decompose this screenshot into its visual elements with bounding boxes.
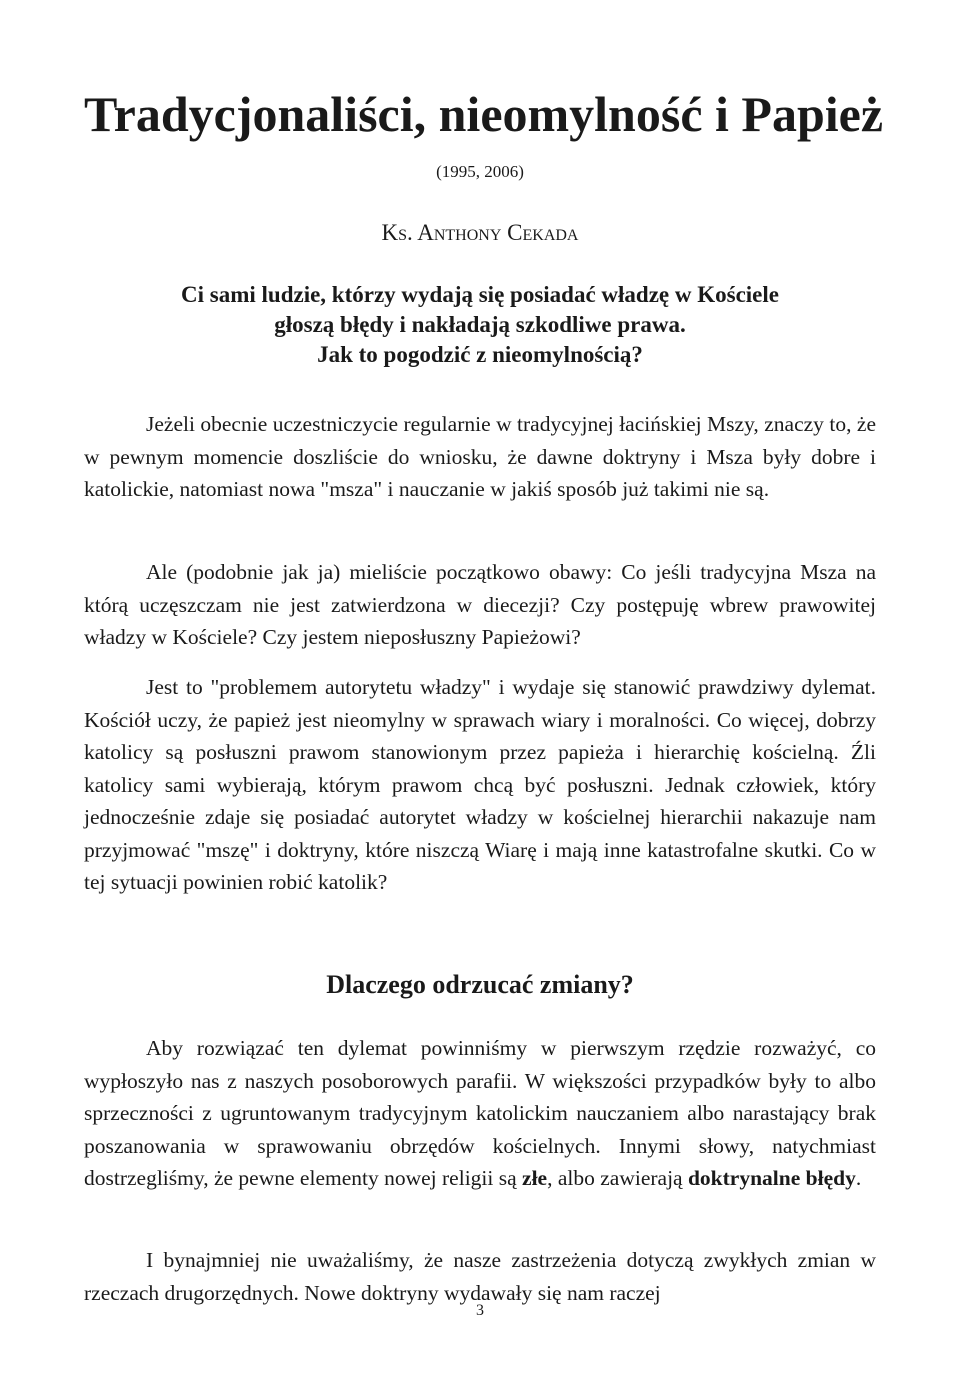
emphasis-text: doktrynalne błędy: [687, 1166, 856, 1190]
emphasis-text: złe: [522, 1166, 548, 1190]
paragraph-text: , albo zawierają: [547, 1166, 688, 1190]
body-paragraph: I bynajmniej nie uważaliśmy, że nasze zastrzeżenia dotyczą zwykłych zmian w rzeczach drugorzędnych. Nowe doktryny wydawały się nam raczej: [84, 1248, 876, 1305]
document-dates: (1995, 2006): [436, 162, 524, 181]
body-paragraph: Ale (podobnie jak ja) mieliście początkowo obawy: Co jeśli tradycyjna Msza na którą uczęszczam nie jest zatwierdzona w diecezji? Czy postępuję wbrew prawowitej władzy w Kościele? Czy jestem nieposłuszny Papieżowi?: [84, 560, 876, 649]
author-name: Ks. Anthony Cekada: [381, 220, 579, 245]
lead-line: Jak to pogodzić z nieomylnością?: [317, 342, 643, 367]
lead-line: Ci sami ludzie, którzy wydają się posiadać władzę w Kościele: [181, 282, 779, 307]
section-heading: Dlaczego odrzucać zmiany?: [326, 970, 634, 999]
document-title: Tradycjonaliści, nieomylność i Papież: [84, 86, 884, 142]
page-number: 3: [476, 1302, 484, 1319]
paragraph-text: Aby rozwiązać ten dylemat powinniśmy w pierwszym rzędzie rozważyć, co wypłoszyło nas z naszych posoborowych parafii. W większości przypadków były to albo sprzeczności z ugruntowanym tradycyjnym katolickim nauczaniem albo narastający brak poszanowania w sprawowaniu obrzędów kościelnych. Innymi słowy, natychmiast dostrzegliśmy, że pewne elementy nowej religii są: [84, 1036, 876, 1190]
lead-summary: [84, 280, 876, 370]
paragraph-text: .: [855, 1166, 862, 1190]
body-paragraph: Jeżeli obecnie uczestniczycie regularnie w tradycyjnej łacińskiej Mszy, znaczy to, że w pewnym momencie doszliście do wniosku, że dawne doktryny i Msza były dobre i katolickie, natomiast nowa "msza" i nauczanie w jakiś sposób już takimi nie są.: [84, 412, 876, 501]
lead-line: głoszą błędy i nakładają szkodliwe prawa.: [274, 312, 686, 337]
body-paragraph: Jest to "problemem autorytetu władzy" i wydaje się stanowić prawdziwy dylemat. Kościół uczy, że papież jest nieomylny w sprawach wiary i moralności. Co więcej, dobrzy katolicy są posłuszni prawom stanowionym przez papieża i hierarchię kościelną. Źli katolicy sami wybierają, którym prawom chcą być posłuszni. Jednak człowiek, który jednocześnie zdaje się posiadać autorytet władzy w kościelnej hierarchii nakazuje nam przyjmować "mszę" i doktryny, które niszczą Wiarę i mają inne katastrofalne skutki. Co w tej sytuacji powinien robić katolik?: [84, 675, 876, 894]
body-paragraph: [84, 1032, 876, 1195]
